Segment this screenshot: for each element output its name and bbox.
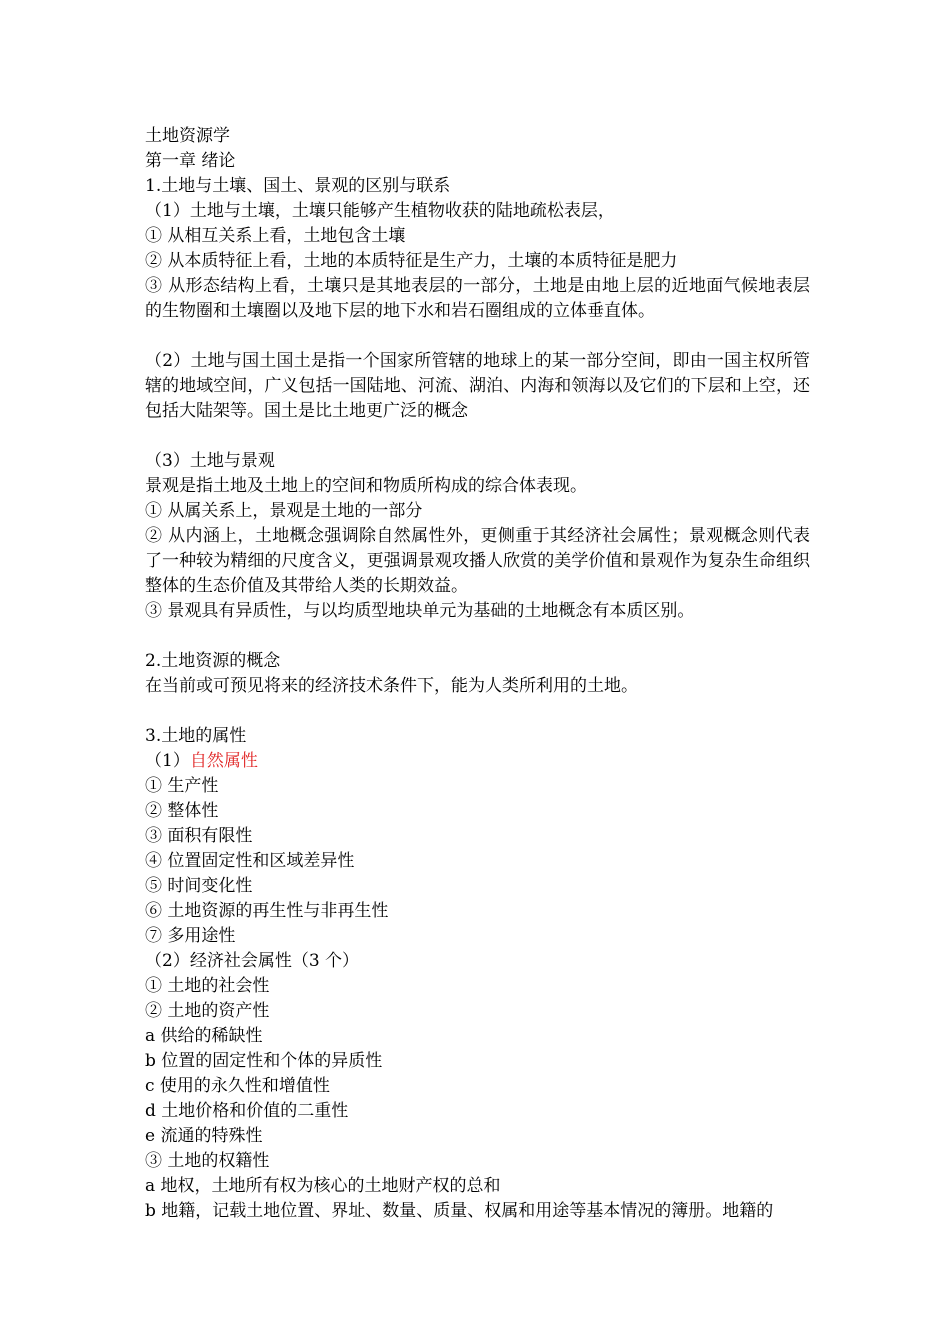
s1-p3-definition: 景观是指土地及土地上的空间和物质所构成的综合体表现。 <box>145 476 587 496</box>
section-1-heading: 1.土地与土壤、国土、景观的区别与联系 <box>145 176 451 196</box>
s2-text: 在当前或可预见将来的经济技术条件下，能为人类所利用的土地。 <box>145 676 638 696</box>
document-page <box>145 124 810 1224</box>
natural-item: ⑥ 土地资源的再生性与非再生性 <box>145 901 389 921</box>
natural-item: ① 生产性 <box>145 776 219 796</box>
natural-item: ② 整体性 <box>145 801 219 821</box>
asset-item: e 流通的特殊性 <box>145 1126 263 1146</box>
s1-p1-intro: （1）土地与土壤，土壤只能够产生植物收获的陆地疏松表层， <box>145 201 615 221</box>
econ-item-social: ① 土地的社会性 <box>145 976 270 996</box>
natural-prefix: （1） <box>145 751 190 771</box>
natural-item: ⑦ 多用途性 <box>145 926 236 946</box>
document-title: 土地资源学 <box>145 126 230 146</box>
s1-p3-item-3: ③ 景观具有异质性，与以均质型地块单元为基础的土地概念有本质区别。 <box>145 601 695 621</box>
blank-line <box>145 424 810 449</box>
chapter-heading: 第一章 绪论 <box>145 151 236 171</box>
natural-item: ④ 位置固定性和区域差异性 <box>145 851 355 871</box>
blank-line <box>145 324 810 349</box>
rights-item-a: a 地权，土地所有权为核心的土地财产权的总和 <box>145 1176 501 1196</box>
natural-attributes-heading <box>145 749 810 774</box>
asset-item: b 位置的固定性和个体的异质性 <box>145 1051 383 1071</box>
natural-item: ⑤ 时间变化性 <box>145 876 253 896</box>
s1-p3-item-2: ② 从内涵上，土地概念强调除自然属性外，更侧重于其经济社会属性；景观概念则代表了一种较为精细的尺度含义，更强调景观攻播人欣赏的美学价值和景观作为复杂生命组织整体的生态价值及其带给人类的长期效益。 <box>145 526 810 596</box>
s1-p1-item-1: ① 从相互关系上看，土地包含土壤 <box>145 226 406 246</box>
econ-attributes-heading: （2）经济社会属性（3 个） <box>145 951 360 971</box>
natural-item: ③ 面积有限性 <box>145 826 253 846</box>
s1-p1-item-3: ③ 从形态结构上看，土壤只是其地表层的一部分，土地是由地上层的近地面气候地表层的生物圈和土壤圈以及地下层的地下水和岩石圈组成的立体垂直体。 <box>145 276 810 321</box>
blank-line <box>145 699 810 724</box>
s1-p3-heading: （3）土地与景观 <box>145 451 275 471</box>
section-3-heading: 3.土地的属性 <box>145 726 247 746</box>
s1-p3-item-1: ① 从属关系上，景观是土地的一部分 <box>145 501 423 521</box>
econ-item-rights: ③ 土地的权籍性 <box>145 1151 270 1171</box>
asset-item: c 使用的永久性和增值性 <box>145 1076 330 1096</box>
section-2-heading: 2.土地资源的概念 <box>145 651 281 671</box>
asset-item: d 土地价格和价值的二重性 <box>145 1101 349 1121</box>
s1-p1-item-2: ② 从本质特征上看，土地的本质特征是生产力，土壤的本质特征是肥力 <box>145 251 678 271</box>
s1-p2: （2）土地与国土国土是指一个国家所管辖的地球上的某一部分空间，即由一国主权所管辖的地域空间，广义包括一国陆地、河流、湖泊、内海和领海以及它们的下层和上空，还包括大陆架等。国土是比土地更广泛的概念 <box>145 351 810 421</box>
blank-line <box>145 624 810 649</box>
asset-item: a 供给的稀缺性 <box>145 1026 263 1046</box>
econ-item-asset: ② 土地的资产性 <box>145 1001 270 1021</box>
natural-attributes-label: 自然属性 <box>189 751 258 771</box>
rights-item-b: b 地籍，记载土地位置、界址、数量、质量、权属和用途等基本情况的簿册。地籍的 <box>145 1201 774 1221</box>
